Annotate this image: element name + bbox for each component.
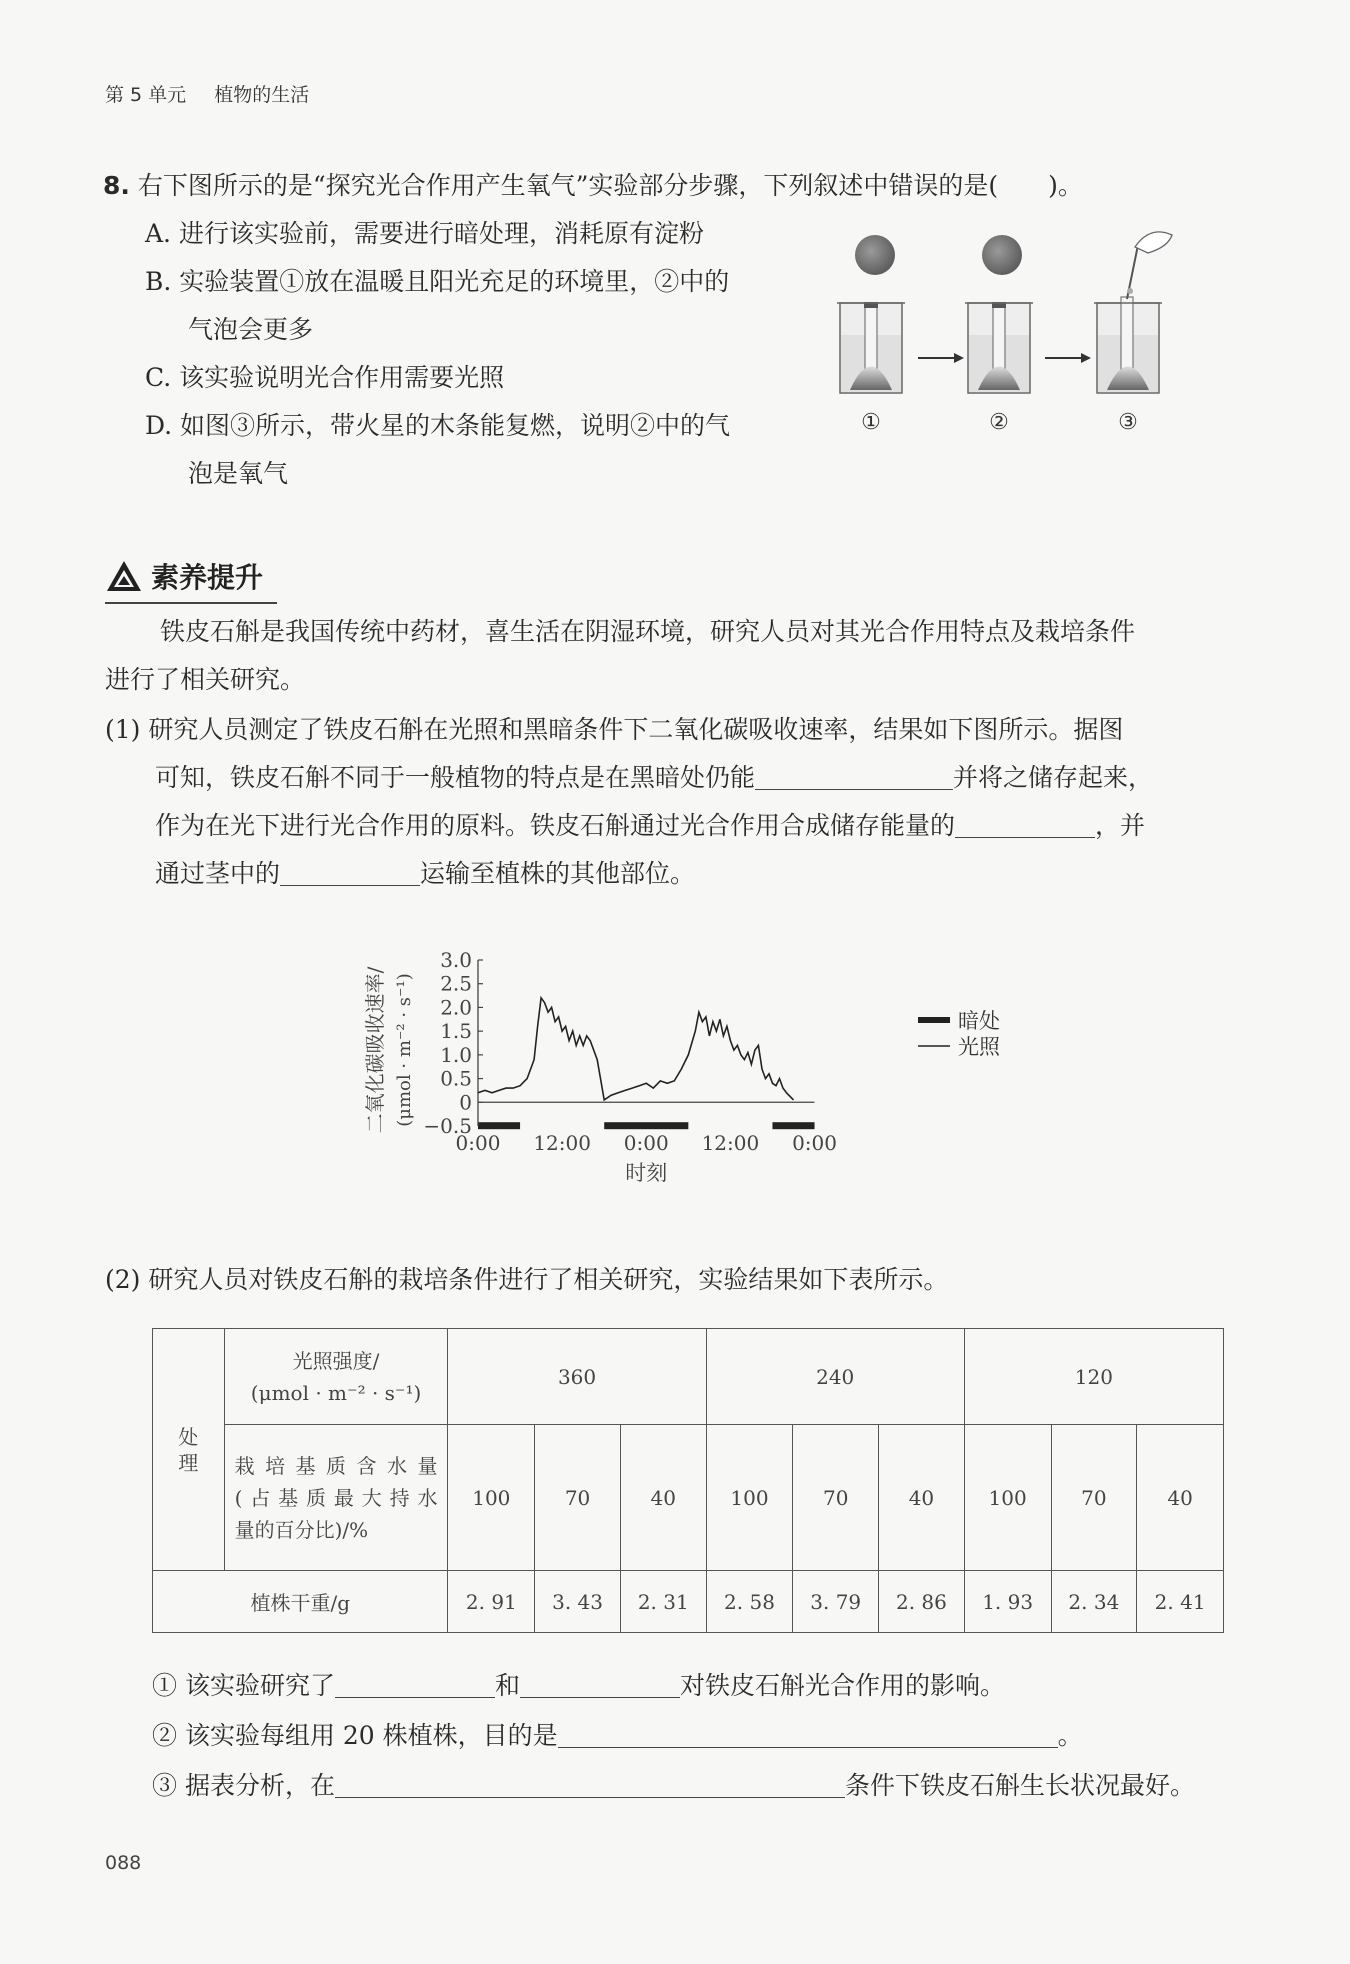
running-header — [105, 80, 309, 107]
light-label-cell — [224, 1329, 448, 1425]
blank-1-input[interactable] — [755, 759, 953, 790]
chart-legend — [918, 1009, 1001, 1059]
q8-option-c: C. 该实验说明光合作用需要光照 — [145, 363, 505, 392]
q8-option-d-cont: 泡是氧气 — [188, 459, 289, 488]
q8-option-d: D. 如图③所示，带火星的木条能复燃，说明②中的气 — [145, 411, 731, 440]
q8-option-b-cont: 气泡会更多 — [188, 315, 314, 344]
light-240-cell: 240 — [706, 1329, 964, 1425]
chart-series-line — [478, 998, 794, 1100]
unit-title: 植物的生活 — [214, 84, 310, 106]
p1-line-4b: 运输至植株的其他部位。 — [420, 859, 696, 888]
weight-cell: 3. 43 — [535, 1571, 621, 1633]
y-tick-label: 1.0 — [440, 1042, 472, 1067]
y-tick-label: 1.5 — [440, 1019, 472, 1044]
subq-1b: 和 — [494, 1671, 520, 1700]
co2-absorption-chart — [360, 930, 1040, 1230]
water-cell: 100 — [448, 1425, 535, 1571]
blank-6-input[interactable] — [558, 1717, 1058, 1748]
subq-1c: 对铁皮石斛光合作用的影响。 — [679, 1671, 1005, 1700]
subq-1 — [152, 1662, 1005, 1710]
blank-5-input[interactable] — [520, 1667, 680, 1698]
chart-xlabel: 时刻 — [625, 1161, 668, 1185]
y-tick-label: 2.0 — [440, 995, 472, 1020]
blank-2-input[interactable] — [955, 807, 1095, 838]
y-tick-label: 2.5 — [440, 971, 472, 996]
water-label-2: (占基质最大持水 — [234, 1485, 438, 1510]
experiment-figure — [830, 225, 1220, 455]
weight-cell: 2. 34 — [1051, 1571, 1137, 1633]
subq-2b: 。 — [1057, 1721, 1083, 1750]
dark-period-bar — [478, 1122, 520, 1129]
weight-label-cell: 植株干重/g — [153, 1571, 448, 1633]
water-cell: 100 — [964, 1425, 1051, 1571]
section-title: 素养提升 — [151, 561, 264, 594]
p2-text: (2) 研究人员对铁皮石斛的栽培条件进行了相关研究，实验结果如下表所示。 — [105, 1265, 949, 1294]
legend-dark-label: 暗处 — [958, 1009, 1000, 1033]
x-tick-label: 0:00 — [792, 1131, 838, 1155]
y-tick-label: 0 — [459, 1090, 472, 1115]
blank-7-input[interactable] — [335, 1767, 845, 1798]
weight-cell: 2. 58 — [706, 1571, 793, 1633]
light-label-2: (μmol · m⁻² · s⁻¹) — [250, 1380, 422, 1405]
water-cell: 40 — [620, 1425, 706, 1571]
legend-light-label: 光照 — [958, 1035, 1000, 1059]
p1-line-3b: ，并 — [1095, 811, 1146, 840]
dark-period-bar — [604, 1122, 688, 1129]
chart-ylabel-1: 二氧化碳吸收速率/ — [363, 966, 387, 1134]
chart-ylabel-2: (μmol · m⁻² · s⁻¹) — [394, 973, 415, 1127]
intro-line-2: 进行了相关研究。 — [105, 665, 306, 694]
water-label-cell — [224, 1425, 448, 1571]
warning-triangle-icon — [105, 559, 143, 593]
weight-cell: 1. 93 — [964, 1571, 1051, 1633]
weight-cell: 2. 86 — [879, 1571, 965, 1633]
x-tick-label: 12:00 — [701, 1131, 760, 1155]
intro-line-1: 铁皮石斛是我国传统中药材，喜生活在阴湿环境，研究人员对其光合作用特点及栽培条件 — [160, 617, 1136, 646]
figure-label-3: ③ — [1118, 410, 1138, 435]
section-header — [105, 556, 263, 596]
figure-label-2: ② — [989, 410, 1009, 435]
water-cell: 70 — [1051, 1425, 1137, 1571]
weight-cell: 2. 91 — [448, 1571, 535, 1633]
results-table — [152, 1328, 1224, 1633]
subq-3 — [152, 1762, 1195, 1810]
x-tick-label: 0:00 — [623, 1131, 669, 1155]
subq-2 — [152, 1712, 1083, 1760]
x-tick-label: 0:00 — [455, 1131, 501, 1155]
q8-option-b: B. 实验装置①放在温暖且阳光充足的环境里，②中的 — [145, 267, 730, 296]
p1-line-3 — [155, 802, 1145, 850]
water-cell: 40 — [879, 1425, 965, 1571]
q8-number: 8. — [103, 171, 130, 200]
p1-line-4 — [155, 850, 695, 898]
figure-label-1: ① — [861, 410, 881, 435]
treatment-label: 处理 — [178, 1424, 199, 1475]
weight-cell: 2. 41 — [1137, 1571, 1224, 1633]
q8-option-a: A. 进行该实验前，需要进行暗处理，消耗原有淀粉 — [145, 219, 704, 248]
treatment-cell — [153, 1329, 225, 1571]
unit-label: 第 5 单元 — [105, 84, 187, 106]
light-360-cell: 360 — [448, 1329, 706, 1425]
x-tick-label: 12:00 — [533, 1131, 591, 1155]
subq-3a: ③ 据表分析，在 — [152, 1771, 335, 1800]
p1-line-2b: 并将之储存起来， — [953, 763, 1154, 792]
p1-line-2a: 可知，铁皮石斛不同于一般植物的特点是在黑暗处仍能 — [155, 763, 756, 792]
page-number: 088 — [105, 1852, 142, 1874]
y-tick-label: 3.0 — [440, 948, 472, 972]
subq-1a: ① 该实验研究了 — [152, 1671, 335, 1700]
water-label-1: 栽培基质含水量 — [234, 1453, 438, 1478]
p1-line-1: (1) 研究人员测定了铁皮石斛在光照和黑暗条件下二氧化碳吸收速率，结果如下图所示。据图 — [105, 715, 1124, 744]
p1-line-2 — [155, 754, 1153, 802]
q8-stem-text: 右下图所示的是“探究光合作用产生氧气”实验部分步骤，下列叙述中错误的是( )。 — [137, 171, 1083, 200]
water-cell: 100 — [706, 1425, 793, 1571]
beaker-1-icon — [837, 235, 905, 393]
dark-period-bar — [772, 1122, 814, 1129]
water-label-3: 量的百分比)/% — [234, 1517, 369, 1542]
beaker-3-icon — [1094, 232, 1172, 393]
subq-3b: 条件下铁皮石斛生长状况最好。 — [844, 1771, 1195, 1800]
y-tick-label: −0.5 — [423, 1114, 472, 1138]
beaker-2-icon — [965, 235, 1033, 393]
water-cell: 70 — [793, 1425, 879, 1571]
y-tick-label: 0.5 — [440, 1066, 472, 1091]
blank-3-input[interactable] — [280, 855, 420, 886]
weight-cell: 3. 79 — [793, 1571, 879, 1633]
p1-line-3a: 作为在光下进行光合作用的原料。铁皮石斛通过光合作用合成储存能量的 — [155, 811, 956, 840]
p1-line-4a: 通过茎中的 — [155, 859, 281, 888]
light-120-cell: 120 — [964, 1329, 1223, 1425]
q8-stem — [103, 162, 1083, 210]
water-cell: 70 — [535, 1425, 621, 1571]
subq-2a: ② 该实验每组用 20 株植株，目的是 — [152, 1721, 558, 1750]
blank-4-input[interactable] — [335, 1667, 495, 1698]
water-cell: 40 — [1137, 1425, 1224, 1571]
weight-cell: 2. 31 — [620, 1571, 706, 1633]
light-label-1: 光照强度/ — [292, 1348, 380, 1373]
